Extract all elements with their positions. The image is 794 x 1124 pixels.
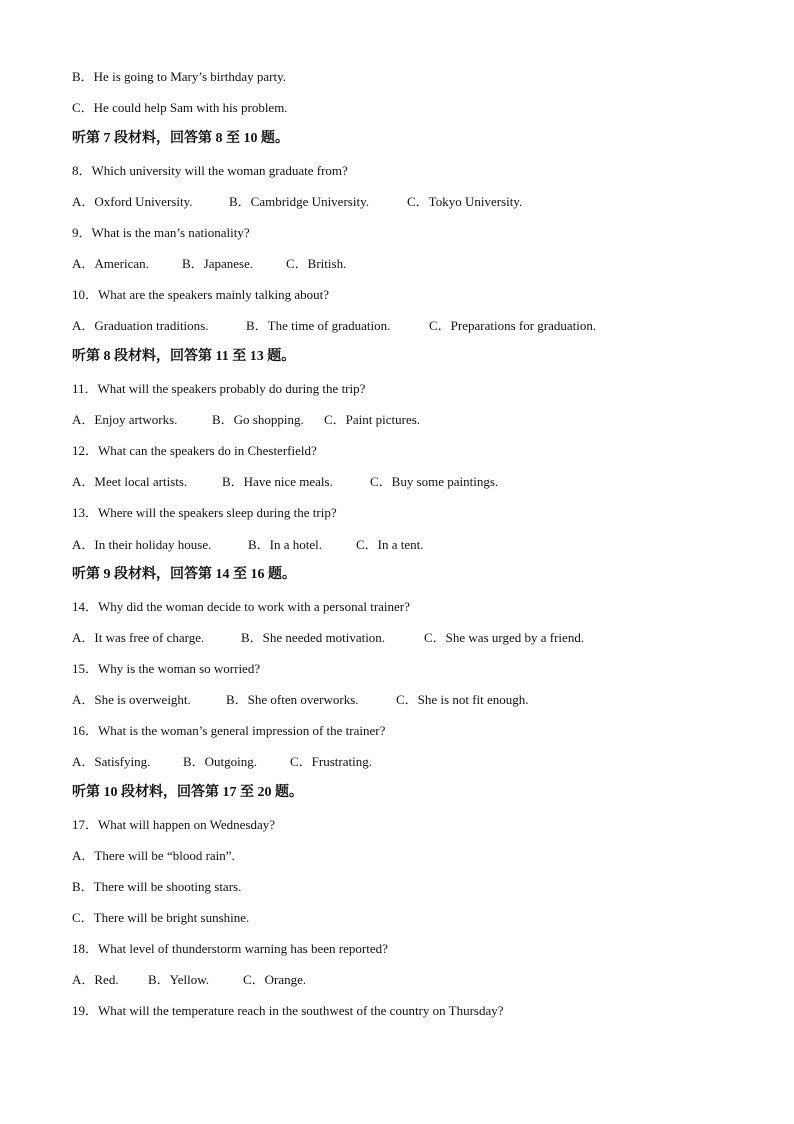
question-line: 19．What will the temperature reach in the southwest of the country on Thursday? [72,1003,504,1018]
question-line: 8．Which university will the woman graduate from? [72,163,348,178]
option-line [72,69,286,85]
option-a: A．Red. [72,972,119,987]
question-line: 12．What can the speakers do in Chesterfield? [72,443,317,458]
options-row [72,692,529,708]
question-line: 14．Why did the woman decide to work with a personal trainer? [72,599,410,614]
question-line: 11．What will the speakers probably do during the trip? [72,381,366,396]
options-row [72,194,522,210]
option-c: C．Paint pictures. [324,412,421,427]
option-c: C．Preparations for graduation. [429,318,597,333]
question-line: 10．What are the speakers mainly talking about? [72,287,330,302]
section-heading: 听第 8 段材料，回答第 11 至 13 题。 [72,349,296,364]
question-line: 9．What is the man’s nationality? [72,225,250,240]
option-c: C．Buy some paintings. [370,474,499,489]
option-c: C．British. [286,256,347,271]
option-line [72,100,288,116]
option-a: A．Enjoy artworks. [72,412,178,427]
option-c: C．Tokyo University. [407,194,523,209]
option-a: A．American. [72,256,149,271]
option-c: C．She was urged by a friend. [424,630,585,645]
option-a: A．Graduation traditions. [72,318,209,333]
option-b: B．Have nice meals. [222,474,333,489]
option-b: B．Go shopping. [212,412,304,427]
option-b: B．She needed motivation. [241,630,386,645]
options-row [72,630,584,646]
option-a: A．Oxford University. [72,194,193,209]
question-line: 15．Why is the woman so worried? [72,661,261,676]
option-c: C．In a tent. [356,537,424,552]
option-text: C．He could help Sam with his problem. [72,100,288,115]
question-line: 17．What will happen on Wednesday? [72,817,276,832]
question-line: 18．What level of thunderstorm warning has been reported? [72,941,388,956]
options-row [72,754,372,770]
option-c: C．She is not fit enough. [396,692,529,707]
option-text: B．He is going to Mary’s birthday party. [72,69,286,84]
option-line: A．There will be “blood rain”. [72,848,235,863]
options-row [72,318,596,334]
option-a: A．In their holiday house. [72,537,212,552]
section-heading: 听第 10 段材料，回答第 17 至 20 题。 [72,785,303,800]
options-row [72,256,346,272]
option-b: B．She often overworks. [226,692,359,707]
option-b: B．In a hotel. [248,537,323,552]
question-line: 16．What is the woman’s general impression of the trainer? [72,723,386,738]
section-heading: 听第 7 段材料，回答第 8 至 10 题。 [72,131,289,146]
options-row [72,412,420,428]
option-a: A．It was free of charge. [72,630,205,645]
options-row [72,537,424,553]
options-row [72,972,306,988]
option-c: C．Orange. [243,972,307,987]
option-c: C．Frustrating. [290,754,372,769]
option-a: A．Meet local artists. [72,474,188,489]
option-b: B．Cambridge University. [229,194,369,209]
option-line: C．There will be bright sunshine. [72,910,250,925]
option-line: B．There will be shooting stars. [72,879,242,894]
option-a: A．She is overweight. [72,692,191,707]
option-b: B．Outgoing. [183,754,258,769]
option-b: B．The time of graduation. [246,318,391,333]
option-b: B．Japanese. [182,256,254,271]
option-a: A．Satisfying. [72,754,151,769]
options-row [72,474,498,490]
question-line: 13．Where will the speakers sleep during the trip? [72,505,337,520]
option-b: B．Yellow. [148,972,210,987]
section-heading: 听第 9 段材料，回答第 14 至 16 题。 [72,567,296,582]
